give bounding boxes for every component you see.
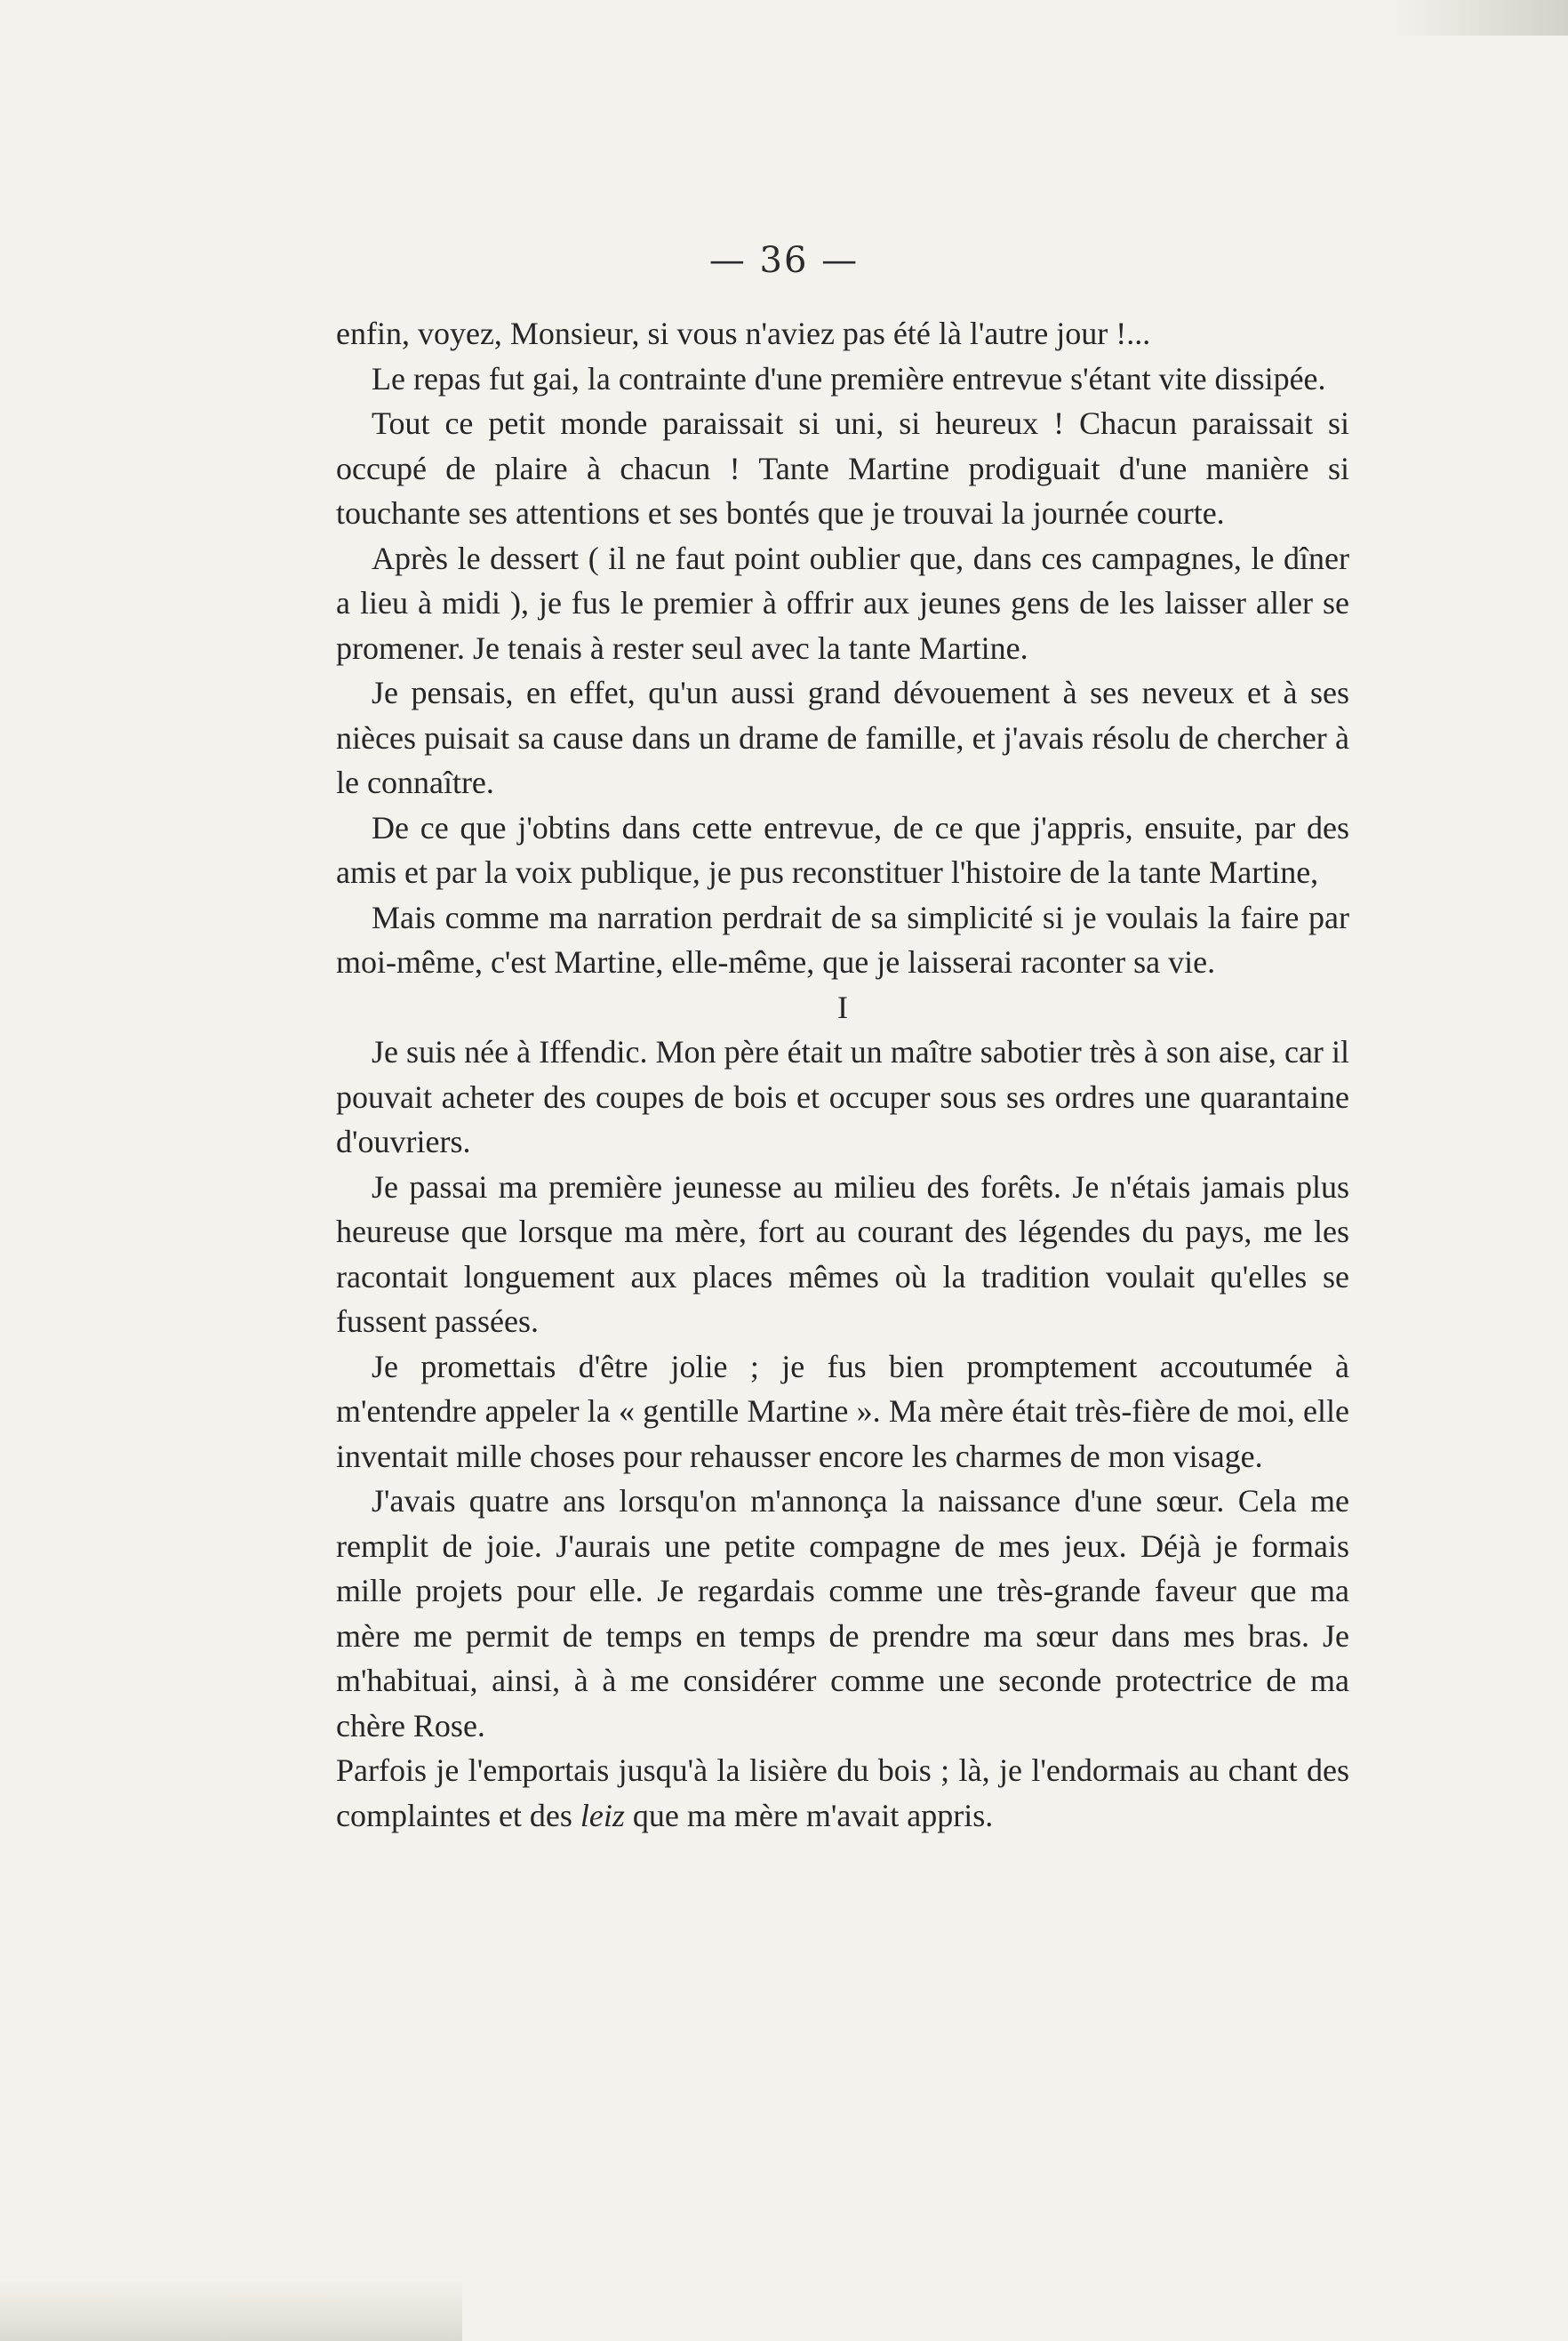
page-edge-shadow [1390,0,1568,36]
paragraph-intro-5: Je pensais, en effet, qu'un aussi grand dévouement à ses neveux et à ses nièces puisait sa cause dans un drame de famille, et j'avais résolu de chercher à le connaître. [336,675,1349,800]
paragraph-story-5 [336,1748,1349,1838]
paragraph-story-4: J'avais quatre ans lorsqu'on m'annonça la naissance d'une sœur. Cela me remplit de joie. J'aurais une petite compagne de mes jeux. Déjà je formais mille projets pour elle. Je regardais comme une très-grande faveur que ma mère me permit de temps en temps de prendre ma sœur dans mes bras. Je m'habituai, ainsi, à à me considérer comme une seconde protectrice de ma chère Rose. [336,1483,1349,1744]
paragraph-intro-7: Mais comme ma narration perdrait de sa simplicité si je voulais la faire par moi-même, c'est Martine, elle-même, que je laisserai raconter sa vie. [336,899,1349,980]
section-numeral: I [837,989,848,1025]
paragraph-story-5-end: que ma mère m'avait appris. [632,1797,994,1833]
paragraph-intro-6: De ce que j'obtins dans cette entrevue, de ce que j'appris, ensuite, par des amis et par la voix publique, je pus reconstituer l'histoire de la tante Martine, [336,809,1349,890]
page-corner-shadow [0,2279,462,2341]
paragraph-intro-4: Après le dessert ( il ne faut point oublier que, dans ces campagnes, le dîner a lieu à midi ), je fus le premier à offrir aux jeunes gens de les laisser aller se promener. Je tenais à rester seul avec la tante Martine. [336,540,1349,666]
italic-word: leiz [580,1797,625,1833]
paragraph-intro-2: Le repas fut gai, la contrainte d'une première entrevue s'étant vite dissipée. [372,360,1326,397]
paragraph-story-3: Je promettais d'être jolie ; je fus bien promptement accoutumée à m'entendre appeler la « gentille Martine ». Ma mère était très-fière de moi, elle inventait mille choses pour rehausser encore les charmes de mon visage. [336,1348,1349,1474]
paragraph-story-5-start: Parfois je l'emportais jusqu'à la lisière du bois ; là, je l'endormais au chant des complaintes et des [336,1752,1349,1833]
paragraph-intro-1: enfin, voyez, Monsieur, si vous n'aviez pas été là l'autre jour !... [336,316,1151,351]
paragraph-story-2: Je passai ma première jeunesse au milieu des forêts. Je n'étais jamais plus heureuse que lorsque ma mère, fort au courant des légendes du pays, me les racontait longuement aux places mêmes où la tradition voulait qu'elles se fussent passées. [336,1168,1349,1339]
paragraph-story-1: Je suis née à Iffendic. Mon père était un maître sabotier très à son aise, car il pouvait acheter des coupes de bois et occuper sous ses ordres une quarantaine d'ouvriers. [336,1034,1349,1159]
body-text [336,311,1349,1838]
page-number: — 36 — [708,240,860,281]
paragraph-intro-3: Tout ce petit monde paraissait si uni, si heureux ! Chacun paraissait si occupé de plaire à chacun ! Tante Martine prodiguait d'une manière si touchante ses attentions et ses bontés que je trouvai la journée courte. [336,405,1349,531]
